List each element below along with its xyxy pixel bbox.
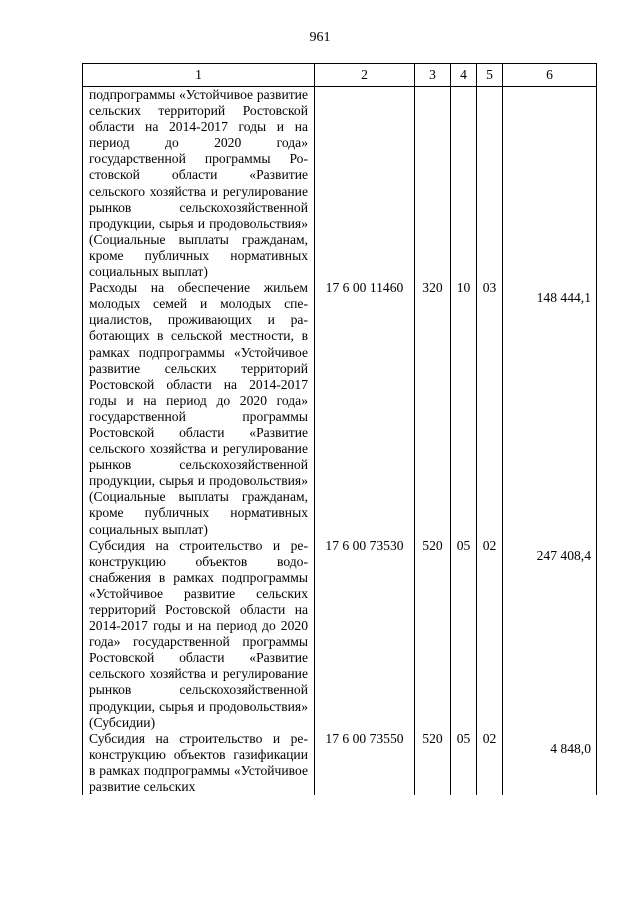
row-expense-type: 520 [415, 538, 451, 731]
row-name: Субсидия на строительство и реконструкцию объектов водоснабжения в рамках подпрограммы «Устойчивое развитие сельских территорий Ростовской области на 2014-2017 годы и на период до 2020 года» государственной программы Ростовской области «Развитие сельского хозяйства и регулирование рынков сельскохозяйственной продукции, сырья и продовольствия» (Субсидии) [83, 538, 315, 731]
row-subsection: 02 [477, 731, 503, 795]
table-row [83, 731, 597, 795]
row-expense-type [415, 87, 451, 281]
row-amount: 4 848,0 [503, 731, 597, 795]
row-expense-type: 520 [415, 731, 451, 795]
row-target: 17 6 00 73530 [315, 538, 415, 731]
column-header-section: 4 [451, 64, 477, 87]
column-header-expense-type: 3 [415, 64, 451, 87]
row-section [451, 87, 477, 281]
row-section: 05 [451, 731, 477, 795]
row-subsection: 02 [477, 538, 503, 731]
row-name: Субсидия на строительство и реконструкцию объектов газификации в рамках подпрограммы «Устойчивое развитие сельских [83, 731, 315, 795]
row-amount: 247 408,4 [503, 538, 597, 731]
column-header-amount: 6 [503, 64, 597, 87]
row-name: подпрограммы «Устойчивое развитие сельских территорий Ростовской области на 2014-2017 годы и на период до 2020 года» государственной программы Ростовской области «Развитие сельского хозяйства и регулирование рынков сельскохозяйственной продукции, сырья и продовольствия» (Социальные выплаты гражданам, кроме публичных нормативных социальных выплат) [83, 87, 315, 281]
header-row [83, 64, 597, 87]
table-row [83, 87, 597, 281]
column-header-target: 2 [315, 64, 415, 87]
row-target: 17 6 00 11460 [315, 280, 415, 538]
row-name: Расходы на обеспечение жильем молодых семей и молодых специалистов, проживающих и работающих в сельской местности, в рамках подпрограммы «Устойчивое развитие сельских территорий Ростовской области на 2014-2017 годы и на период до 2020 года» государственной программы Ростовской области «Развитие сельского хозяйства и регулирование рынков сельскохозяйственной продукции, сырья и продовольствия» (Социальные выплаты гражданам, кроме публичных нормативных социальных выплат) [83, 280, 315, 538]
row-amount [503, 87, 597, 281]
row-section: 05 [451, 538, 477, 731]
row-amount: 148 444,1 [503, 280, 597, 538]
row-target: 17 6 00 73550 [315, 731, 415, 795]
table-row [83, 538, 597, 731]
budget-table [82, 63, 597, 795]
row-section: 10 [451, 280, 477, 538]
row-expense-type: 320 [415, 280, 451, 538]
row-subsection: 03 [477, 280, 503, 538]
page-number: 961 [309, 30, 331, 45]
column-header-subsection: 5 [477, 64, 503, 87]
row-subsection [477, 87, 503, 281]
table-row [83, 280, 597, 538]
row-target [315, 87, 415, 281]
column-header-name: 1 [83, 64, 315, 87]
